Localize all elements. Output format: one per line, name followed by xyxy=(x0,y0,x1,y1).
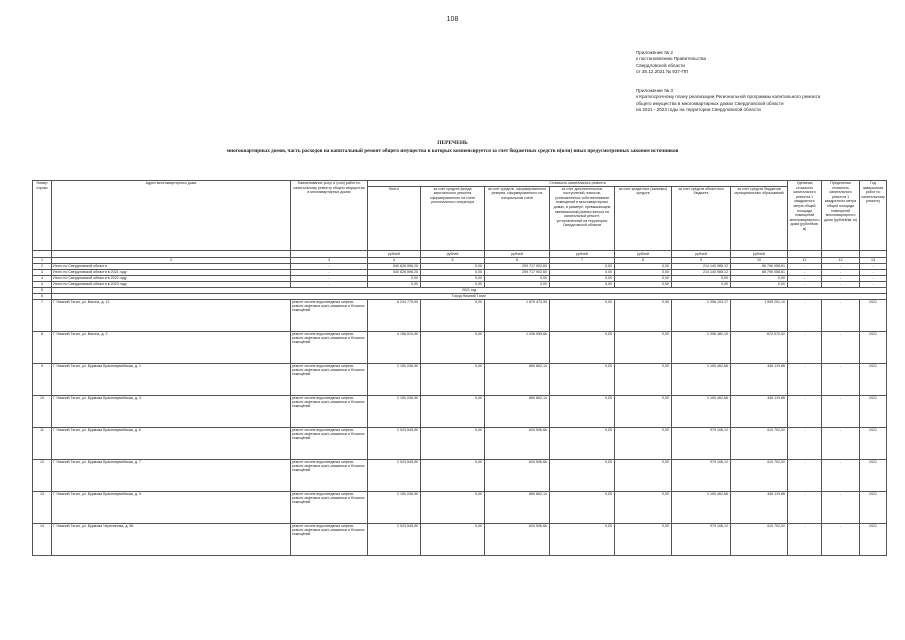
value-cell: 0,00 xyxy=(368,275,421,281)
value-cell: - xyxy=(822,263,860,269)
address-cell: Г. Нижний Тагил, ул. Бурмова Красноармейская, д. 1 xyxy=(52,363,291,395)
value-cell: - xyxy=(822,299,860,331)
row-number: 9 xyxy=(33,363,52,395)
work-cell: - xyxy=(291,263,368,269)
value-cell: - xyxy=(822,523,860,555)
value-cell: 2 150 036,90 xyxy=(368,491,421,523)
value-cell: 410 702,52 xyxy=(731,427,788,459)
col-header-work: Наименование услуг и (или) работ по капитальному ремонту общего имущества в многоквартирных домах xyxy=(291,181,368,251)
row-number: 13 xyxy=(33,491,52,523)
col-number: 11 xyxy=(788,257,822,263)
table-row xyxy=(33,299,887,331)
value-cell: - xyxy=(822,281,860,287)
col-number: 9 xyxy=(672,257,731,263)
value-cell: 660 862,10 xyxy=(485,395,550,427)
col-header-unit-cost: Удельная стоимость капитального ремонта 1 квадратного метра общей площади помещений многоквартирного дома (рублей/кв. м) xyxy=(788,181,822,251)
value-cell: 0,00 xyxy=(485,281,550,287)
col-number: 6 xyxy=(485,257,550,263)
value-cell: - xyxy=(860,263,887,269)
col-number: 4 xyxy=(368,257,421,263)
value-cell: - xyxy=(788,523,822,555)
value-cell: 0,00 xyxy=(615,459,672,491)
value-cell: - xyxy=(822,275,860,281)
value-cell: 66 796 058,61 xyxy=(731,269,788,275)
unit-cell: рублей xyxy=(421,250,485,257)
value-cell: 620 596,66 xyxy=(485,427,550,459)
document-title: ПЕРЕЧЕНЬ xyxy=(437,140,468,146)
summary-label: Итого по Свердловской области в 2021 году xyxy=(52,269,291,275)
value-cell: - xyxy=(822,427,860,459)
appendix-3-note: Приложение № 3 к Краткосрочному плану реализации Региональной программы капитального ремонта общего имущества в многоквартирных домах Свердловской области на 2021 - 2023 годы на территории Свердловской области xyxy=(636,88,821,112)
value-cell: 540 626 596,20 xyxy=(368,269,421,275)
row-number: 3 xyxy=(33,269,52,275)
value-cell: - xyxy=(822,395,860,427)
row-number: 10 xyxy=(33,395,52,427)
units-row xyxy=(33,250,887,257)
value-cell: 0,00 xyxy=(550,263,615,269)
value-cell: 214 140 985,12 xyxy=(672,269,731,275)
col-header-fund: за счет средств фонда капитального ремонта сформированного на счете регионального оператора xyxy=(421,186,485,250)
value-cell: 660 862,10 xyxy=(485,491,550,523)
value-cell: 0,00 xyxy=(672,275,731,281)
value-cell: 0,00 xyxy=(615,263,672,269)
value-cell: 0,00 xyxy=(615,299,672,331)
row-number: 6 xyxy=(33,293,52,299)
summary-label: Итого по Свердловской области в 2022 году xyxy=(52,275,291,281)
col-number: 8 xyxy=(615,257,672,263)
value-cell: 6 234 775,90 xyxy=(368,299,421,331)
value-cell: 0,00 xyxy=(550,269,615,275)
table-row xyxy=(33,523,887,555)
value-cell: 0,00 xyxy=(421,491,485,523)
value-cell: 2021 xyxy=(860,491,887,523)
value-cell: 0,00 xyxy=(421,275,485,281)
value-cell: 2021 xyxy=(860,395,887,427)
unit-cell: рублей xyxy=(368,250,421,257)
value-cell: - xyxy=(788,427,822,459)
unit-cell: рублей xyxy=(731,250,788,257)
value-cell: 0,00 xyxy=(421,363,485,395)
value-cell: 259 717 902,60 xyxy=(485,269,550,275)
row-number: 12 xyxy=(33,459,52,491)
year-row-label: 2021 год xyxy=(52,287,887,293)
value-cell: 979 106,12 xyxy=(672,523,731,555)
col-header-max-cost: Предельная стоимость капитального ремонта 1 квадратного метра общей площади помещений многоквартирного дома (рублей/кв. м) xyxy=(822,181,860,251)
value-cell: 410 702,52 xyxy=(731,459,788,491)
work-cell: - xyxy=(291,269,368,275)
value-cell: 0,00 xyxy=(550,299,615,331)
table-row xyxy=(33,331,887,363)
summary-label: Итого по Свердловской области в 2023 году xyxy=(52,281,291,287)
value-cell: - xyxy=(788,263,822,269)
unit-cell: рублей xyxy=(550,250,615,257)
value-cell: 4 156 510,90 xyxy=(368,331,421,363)
value-cell: 0,00 xyxy=(731,281,788,287)
value-cell: 0,00 xyxy=(615,281,672,287)
value-cell: 0,00 xyxy=(421,331,485,363)
col-header-num: Номер строки xyxy=(33,181,52,251)
address-cell: Г. Нижний Тагил, ул. Бурмова Красноармейская, д. 7 xyxy=(52,459,291,491)
table-row xyxy=(33,459,887,491)
value-cell: 1 879 473,99 xyxy=(485,299,550,331)
value-cell: - xyxy=(822,459,860,491)
row-number: 8 xyxy=(33,331,52,363)
work-cell: ремонт систем водоотведения лифтов, ремонт лифтовых шахт, машинных и блочных помещений xyxy=(291,491,368,523)
value-cell: - xyxy=(788,395,822,427)
unit-cell: рублей xyxy=(485,250,550,257)
value-cell: 0,00 xyxy=(550,331,615,363)
value-cell: - xyxy=(822,269,860,275)
value-cell: - xyxy=(822,491,860,523)
value-cell: 0,00 xyxy=(421,427,485,459)
value-cell: 2 150 036,90 xyxy=(368,363,421,395)
repair-list-table xyxy=(32,180,887,556)
value-cell: 0,00 xyxy=(485,275,550,281)
value-cell: 540 626 596,20 xyxy=(368,263,421,269)
col-number: 5 xyxy=(421,257,485,263)
value-cell: - xyxy=(860,269,887,275)
value-cell: 1 150 462,66 xyxy=(672,491,731,523)
value-cell: 2021 xyxy=(860,459,887,491)
value-cell: 2 023 545,90 xyxy=(368,459,421,491)
col-number: 7 xyxy=(550,257,615,263)
unit-cell: рублей xyxy=(615,250,672,257)
value-cell: 2021 xyxy=(860,427,887,459)
work-cell: ремонт систем водоотведения лифтов, ремонт лифтовых шахт, машинных и блочных помещений xyxy=(291,331,368,363)
value-cell: - xyxy=(788,281,822,287)
row-number: 5 xyxy=(33,287,52,293)
col-number: 1 xyxy=(33,257,52,263)
col-number: 12 xyxy=(822,257,860,263)
value-cell: 0,00 xyxy=(550,523,615,555)
row-number: 4 xyxy=(33,281,52,287)
col-header-total: Всего xyxy=(368,186,421,250)
value-cell: 2 356 103,17 xyxy=(672,299,731,331)
value-cell: 979 106,12 xyxy=(672,459,731,491)
value-cell: 445 119,66 xyxy=(731,363,788,395)
value-cell: 0,00 xyxy=(550,275,615,281)
value-cell: 0,00 xyxy=(731,275,788,281)
value-cell: 979 106,12 xyxy=(672,427,731,459)
value-cell: 0,00 xyxy=(615,363,672,395)
work-cell: ремонт систем водоотведения лифтов, ремонт лифтовых шахт, машинных и блочных помещений xyxy=(291,459,368,491)
value-cell: 0,00 xyxy=(421,281,485,287)
value-cell: 0,00 xyxy=(615,427,672,459)
value-cell: 66 796 058,61 xyxy=(731,263,788,269)
value-cell: 0,00 xyxy=(615,491,672,523)
value-cell: 0,00 xyxy=(421,523,485,555)
summary-label: Итого по Свердловской области xyxy=(52,263,291,269)
value-cell: 660 862,10 xyxy=(485,363,550,395)
value-cell: 0,00 xyxy=(615,269,672,275)
value-cell: 0,00 xyxy=(421,269,485,275)
value-cell: 872 070,52 xyxy=(731,331,788,363)
value-cell: - xyxy=(860,281,887,287)
work-cell: - xyxy=(291,275,368,281)
value-cell: 620 596,66 xyxy=(485,459,550,491)
col-header-own: за счет средств, сформированного резерва, сформированного на специальном счете xyxy=(485,186,550,250)
work-cell: ремонт систем водоотведения лифтов, ремонт лифтовых шахт, машинных и блочных помещений xyxy=(291,523,368,555)
table-row xyxy=(33,427,887,459)
unit-cell: рублей xyxy=(672,250,731,257)
col-header-credit: за счет кредитных (заемных) средств xyxy=(615,186,672,250)
value-cell: 0,00 xyxy=(550,427,615,459)
address-cell: Г. Нижний Тагил, ул. Вагона, д. 12 xyxy=(52,299,291,331)
value-cell: 0,00 xyxy=(550,491,615,523)
value-cell: 445 119,66 xyxy=(731,395,788,427)
value-cell: 1 150 462,66 xyxy=(672,395,731,427)
value-cell: 2 306 482,10 xyxy=(672,331,731,363)
value-cell: 0,00 xyxy=(672,281,731,287)
col-number: 2 xyxy=(52,257,291,263)
table-row xyxy=(33,363,887,395)
value-cell: 1 336 955,66 xyxy=(485,331,550,363)
value-cell: 0,00 xyxy=(615,331,672,363)
document-subtitle: многоквартирных домов, часть расходов на капитальный ремонт общего имущества в которых компенсируется за счет бюджетных средств и(или) иных предусмотренных законом источников xyxy=(226,148,679,154)
value-cell: - xyxy=(788,269,822,275)
value-cell: - xyxy=(822,331,860,363)
value-cell: 0,00 xyxy=(421,459,485,491)
value-cell: 259 717 902,60 xyxy=(485,263,550,269)
value-cell: 0,00 xyxy=(421,395,485,427)
address-cell: Г. Нижний Тагил, ул. Бурмова Красноармейская, д. 9 xyxy=(52,491,291,523)
table-body xyxy=(33,257,887,555)
col-header-cost: Стоимость капитального ремонта xyxy=(368,181,788,187)
value-cell: 2021 xyxy=(860,299,887,331)
col-number: 3 xyxy=(291,257,368,263)
value-cell: 2021 xyxy=(860,363,887,395)
value-cell: 0,00 xyxy=(550,395,615,427)
col-header-extra: за счет дополнительных поступлений, взносов, установленных собственниками помещений в многоквартирных домах, в размере, превышающем минимальный размер взноса на капитальный ремонт, установленный на территории Свердловской области xyxy=(550,186,615,250)
col-header-region: за счет средств областного бюджета xyxy=(672,186,731,250)
city-row-label: Город Нижний Тагил xyxy=(52,293,887,299)
table-row xyxy=(33,491,887,523)
value-cell: - xyxy=(788,491,822,523)
value-cell: - xyxy=(788,275,822,281)
row-number: 4 xyxy=(33,275,52,281)
col-number: 10 xyxy=(731,257,788,263)
address-cell: Г. Нижний Тагил, ул. Бурмова Красноармейская, д. 6 xyxy=(52,427,291,459)
value-cell: - xyxy=(788,459,822,491)
value-cell: 2 150 036,90 xyxy=(368,395,421,427)
value-cell: 0,00 xyxy=(615,523,672,555)
work-cell: - xyxy=(291,281,368,287)
value-cell: - xyxy=(860,275,887,281)
page-number: 108 xyxy=(446,16,459,23)
value-cell: 214 140 985,12 xyxy=(672,263,731,269)
col-header-address: Адрес многоквартирного дома xyxy=(52,181,291,251)
address-cell: Г. Нижний Тагил, ул. Бурмова Черепанова, д. 56 xyxy=(52,523,291,555)
value-cell: 620 596,66 xyxy=(485,523,550,555)
value-cell: 1 999 201,10 xyxy=(731,299,788,331)
value-cell: 445 119,66 xyxy=(731,491,788,523)
address-cell: Г. Нижний Тагил, ул. Бурмова Красноармейская, д. 3 xyxy=(52,395,291,427)
value-cell: 0,00 xyxy=(368,281,421,287)
row-number: 7 xyxy=(33,299,52,331)
value-cell: 0,00 xyxy=(550,363,615,395)
value-cell: 0,00 xyxy=(615,275,672,281)
value-cell: 1 150 462,66 xyxy=(672,363,731,395)
value-cell: - xyxy=(788,331,822,363)
row-number: 11 xyxy=(33,427,52,459)
value-cell: - xyxy=(788,363,822,395)
value-cell: 2 023 545,90 xyxy=(368,523,421,555)
value-cell: 2 023 545,90 xyxy=(368,427,421,459)
value-cell: 0,00 xyxy=(550,459,615,491)
value-cell: 0,00 xyxy=(615,395,672,427)
work-cell: ремонт систем водоотведения лифтов, ремонт лифтовых шахт, машинных и блочных помещений xyxy=(291,363,368,395)
work-cell: ремонт систем водоотведения лифтов, ремонт лифтовых шахт, машинных и блочных помещений xyxy=(291,427,368,459)
value-cell: - xyxy=(822,363,860,395)
value-cell: 2021 xyxy=(860,523,887,555)
value-cell: 0,00 xyxy=(421,263,485,269)
value-cell: 0,00 xyxy=(550,281,615,287)
value-cell: 2021 xyxy=(860,331,887,363)
address-cell: Г. Нижний Тагил, ул. Вагона, д. 2 xyxy=(52,331,291,363)
work-cell: ремонт систем водоотведения лифтов, ремонт лифтовых шахт, машинных и блочных помещений xyxy=(291,299,368,331)
col-header-year: Год завершения работ по капитальному ремонту xyxy=(860,181,887,251)
row-number: 14 xyxy=(33,523,52,555)
table-header xyxy=(33,181,887,258)
value-cell: - xyxy=(788,299,822,331)
table-row xyxy=(33,395,887,427)
col-header-local: за счет средств бюджетов муниципальных образований xyxy=(731,186,788,250)
value-cell: 0,00 xyxy=(421,299,485,331)
col-number: 13 xyxy=(860,257,887,263)
value-cell: 410 702,52 xyxy=(731,523,788,555)
row-number: 2 xyxy=(33,263,52,269)
work-cell: ремонт систем водоотведения лифтов, ремонт лифтовых шахт, машинных и блочных помещений xyxy=(291,395,368,427)
appendix-2-note: Приложение № 2 к постановлению Правительства Свердловской области от 28.12.2021 № 937-ПП xyxy=(636,50,707,74)
